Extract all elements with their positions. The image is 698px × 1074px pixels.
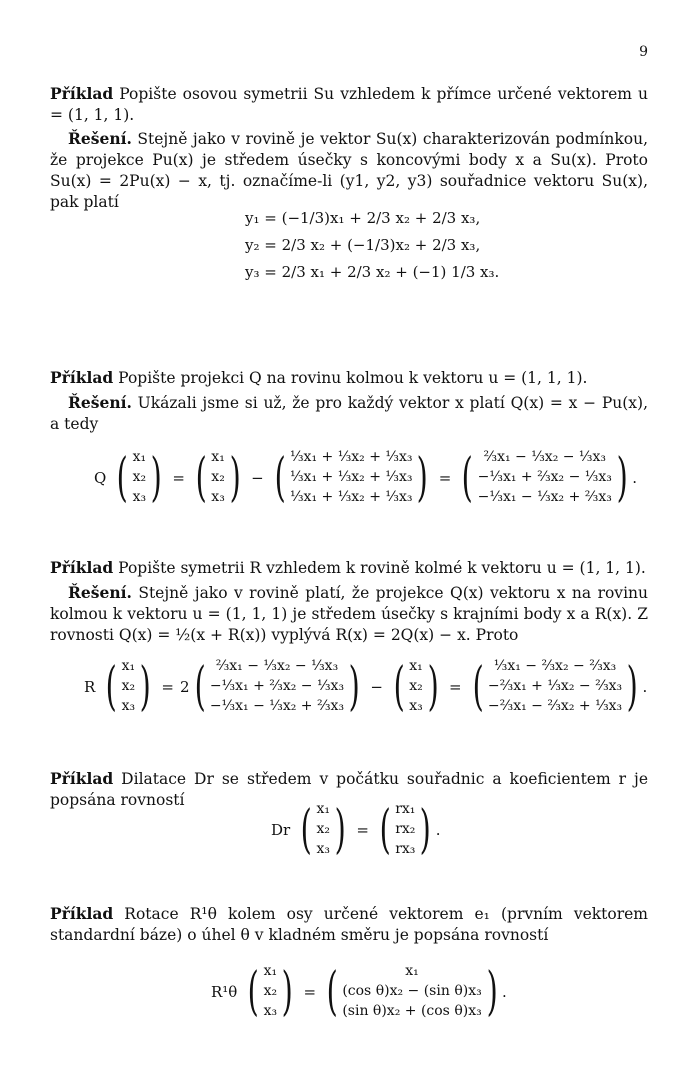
example-1-statement xyxy=(50,83,648,126)
right-paren: ) xyxy=(427,656,439,717)
left-paren: ( xyxy=(326,961,338,1022)
period: . xyxy=(502,982,507,1001)
example-4-matrix-equation xyxy=(265,800,440,859)
vector-entry: x₁ xyxy=(316,801,331,817)
equation-line: y₃ = 2/3 x₁ + 2/3 x₂ + (−1) 1/3 x₃. xyxy=(245,263,500,281)
vector xyxy=(317,800,331,859)
coefficient: 2 xyxy=(179,677,190,696)
left-paren: ( xyxy=(379,799,391,860)
solution-label: Řešení. xyxy=(68,393,132,412)
right-paren: ) xyxy=(281,961,293,1022)
equals-sign: = xyxy=(356,820,369,839)
vector-entry: x₁ xyxy=(121,658,136,674)
matrix-entry: ⅓x₁ + ⅓x₂ + ⅓x₃ xyxy=(289,469,413,485)
example-2-solution-text: Ukázali jsme si už, že pro každý vektor x platí Q(x) = x − Pu(x), a tedy xyxy=(50,394,648,433)
matrix-entry: −⅓x₁ + ⅔x₂ − ⅓x₃ xyxy=(477,469,612,485)
matrix-entry: ⅓x₁ − ⅔x₂ − ⅔x₃ xyxy=(493,658,617,674)
vector-entry: x₁ xyxy=(409,658,423,674)
vector-entry: x₁ xyxy=(211,449,225,465)
equals-sign: = xyxy=(438,468,452,487)
example-label: Příklad xyxy=(50,769,114,788)
vector-entry: x₂ xyxy=(121,678,136,694)
matrix-entry: −⅓x₁ + ⅔x₂ − ⅓x₃ xyxy=(209,678,345,694)
right-paren: ) xyxy=(229,447,241,508)
vector-entry: x₁ xyxy=(263,963,278,979)
vector xyxy=(133,448,147,507)
page-number: 9 xyxy=(639,44,648,60)
solution-label: Řešení. xyxy=(68,583,132,602)
example-label: Příklad xyxy=(50,558,114,577)
example-label: Příklad xyxy=(50,904,114,923)
matrix-entry: ⅔x₁ − ⅓x₂ − ⅓x₃ xyxy=(483,449,607,465)
example-3-solution xyxy=(50,582,648,646)
equals-sign: = xyxy=(449,677,462,696)
vector xyxy=(122,657,136,716)
right-paren: ) xyxy=(150,447,162,508)
right-paren: ) xyxy=(334,799,346,860)
example-1-equations xyxy=(245,205,499,286)
example-label: Příklad xyxy=(50,84,114,103)
left-paren: ( xyxy=(393,656,405,717)
example-3-matrix-equation xyxy=(78,657,647,716)
lhs-symbol: R xyxy=(84,677,96,696)
example-3-text: Popište symetrii R vzhledem k rovině kolmé k vektoru u = (1, 1, 1). xyxy=(113,559,646,577)
period: . xyxy=(435,820,441,839)
left-paren: ( xyxy=(274,447,286,508)
vector-entry: x₂ xyxy=(409,678,423,694)
matrix-entry: −⅔x₁ − ⅔x₂ + ⅓x₃ xyxy=(487,698,623,714)
left-paren: ( xyxy=(461,447,474,508)
vector-entry: rx₂ xyxy=(395,821,416,837)
matrix-column xyxy=(290,448,413,507)
period: . xyxy=(632,468,637,487)
lhs-symbol: Dr xyxy=(271,820,291,839)
vector-entry: x₂ xyxy=(263,983,278,999)
minus-sign: − xyxy=(251,468,264,487)
minus-sign: − xyxy=(370,677,383,696)
vector-entry: x₃ xyxy=(132,489,147,505)
solution-label: Řešení. xyxy=(68,129,132,148)
left-paren: ( xyxy=(194,656,206,717)
equals-sign: = xyxy=(161,677,174,696)
vector-entry: x₂ xyxy=(132,469,147,485)
matrix-entry: −⅓x₁ − ⅓x₂ + ⅔x₃ xyxy=(209,698,345,714)
left-paren: ( xyxy=(472,656,484,717)
right-paren: ) xyxy=(417,447,429,508)
example-2-matrix-equation xyxy=(88,448,637,507)
left-paren: ( xyxy=(300,799,312,860)
example-2-text: Popište projekci Q na rovinu kolmou k vektoru u = (1, 1, 1). xyxy=(113,369,588,387)
equation-line: y₂ = 2/3 x₂ + (−1/3)x₂ + 2/3 x₃, xyxy=(245,236,481,254)
example-1-text: Popište osovou symetrii Su vzhledem k přímce určené vektorem u = (1, 1, 1). xyxy=(50,85,648,124)
matrix-column xyxy=(210,657,344,716)
left-paren: ( xyxy=(116,447,129,508)
period: . xyxy=(642,677,648,696)
matrix-column xyxy=(478,448,612,507)
matrix-entry: ⅓x₁ + ⅓x₂ + ⅓x₃ xyxy=(289,449,413,465)
example-3-statement xyxy=(50,557,648,579)
matrix-entry: ⅓x₁ + ⅓x₂ + ⅓x₃ xyxy=(289,489,413,505)
left-paren: ( xyxy=(195,447,207,508)
vector xyxy=(342,962,481,1021)
vector-entry: x₂ xyxy=(211,469,225,485)
vector xyxy=(264,962,278,1021)
vector-entry: x₃ xyxy=(409,698,423,714)
vector-entry: (cos θ)x₂ − (sin θ)x₃ xyxy=(342,983,482,999)
right-paren: ) xyxy=(626,656,638,717)
example-4-text: Dilatace Dr se středem v počátku souřadnic a koeficientem r je popsána rovností xyxy=(50,770,648,809)
example-label: Příklad xyxy=(50,368,114,387)
left-paren: ( xyxy=(247,961,260,1022)
lhs-symbol: R¹θ xyxy=(211,982,238,1001)
vector-entry: rx₁ xyxy=(395,801,416,817)
vector-entry: x₁ xyxy=(405,963,419,979)
example-3-solution-text: Stejně jako v rovině platí, že projekce Q(x) vektoru x na rovinu kolmou k vektoru u = (1, 1, 1) je středem úsečky s krajními body x a R(x). Z rovnosti Q(x) = ½(x + R(x)) vyplývá R(x) = 2Q(x) − x. Proto xyxy=(50,584,648,644)
vector xyxy=(409,657,423,716)
example-5-text: Rotace R¹θ kolem osy určené vektorem e₁ (prvním vektorem standardní báze) o úhel θ v kladném směru je popsána rovností xyxy=(50,905,648,944)
matrix-entry: −⅔x₁ + ⅓x₂ − ⅔x₃ xyxy=(487,678,623,694)
example-2-solution xyxy=(50,392,648,435)
example-5-matrix-equation xyxy=(205,962,507,1021)
example-1-solution xyxy=(50,128,648,213)
vector xyxy=(211,448,225,507)
right-paren: ) xyxy=(419,799,432,860)
equals-sign: = xyxy=(303,982,317,1001)
matrix-entry: ⅔x₁ − ⅓x₂ − ⅓x₃ xyxy=(215,658,339,674)
example-2-statement xyxy=(50,367,648,389)
left-paren: ( xyxy=(105,656,118,717)
vector xyxy=(395,800,415,859)
equation-line: y₁ = (−1/3)x₁ + 2/3 x₂ + 2/3 x₃, xyxy=(245,209,481,227)
matrix-entry: −⅓x₁ − ⅓x₂ + ⅔x₃ xyxy=(477,489,612,505)
vector-entry: x₃ xyxy=(121,698,136,714)
vector-entry: x₃ xyxy=(263,1003,278,1019)
right-paren: ) xyxy=(348,656,360,717)
right-paren: ) xyxy=(486,961,498,1022)
vector-entry: rx₃ xyxy=(395,841,416,857)
vector-entry: x₃ xyxy=(316,841,331,857)
example-1-solution-text: Stejně jako v rovině je vektor Su(x) charakterizován podmínkou, že projekce Pu(x) je středem úsečky s koncovými body x a Su(x). Proto Su(x) = 2Pu(x) − x, tj. označíme-li (y1, y2, y3) souřadnice vektoru Su(x), pak platí xyxy=(50,130,648,211)
vector-entry: x₁ xyxy=(132,449,147,465)
right-paren: ) xyxy=(616,447,628,508)
matrix-column xyxy=(488,657,622,716)
lhs-symbol: Q xyxy=(94,468,107,487)
vector-entry: x₂ xyxy=(316,821,331,837)
vector-entry: x₃ xyxy=(211,489,225,505)
vector-entry: (sin θ)x₂ + (cos θ)x₃ xyxy=(342,1003,482,1019)
example-5-statement xyxy=(50,903,648,946)
right-paren: ) xyxy=(139,656,151,717)
equals-sign: = xyxy=(172,468,185,487)
